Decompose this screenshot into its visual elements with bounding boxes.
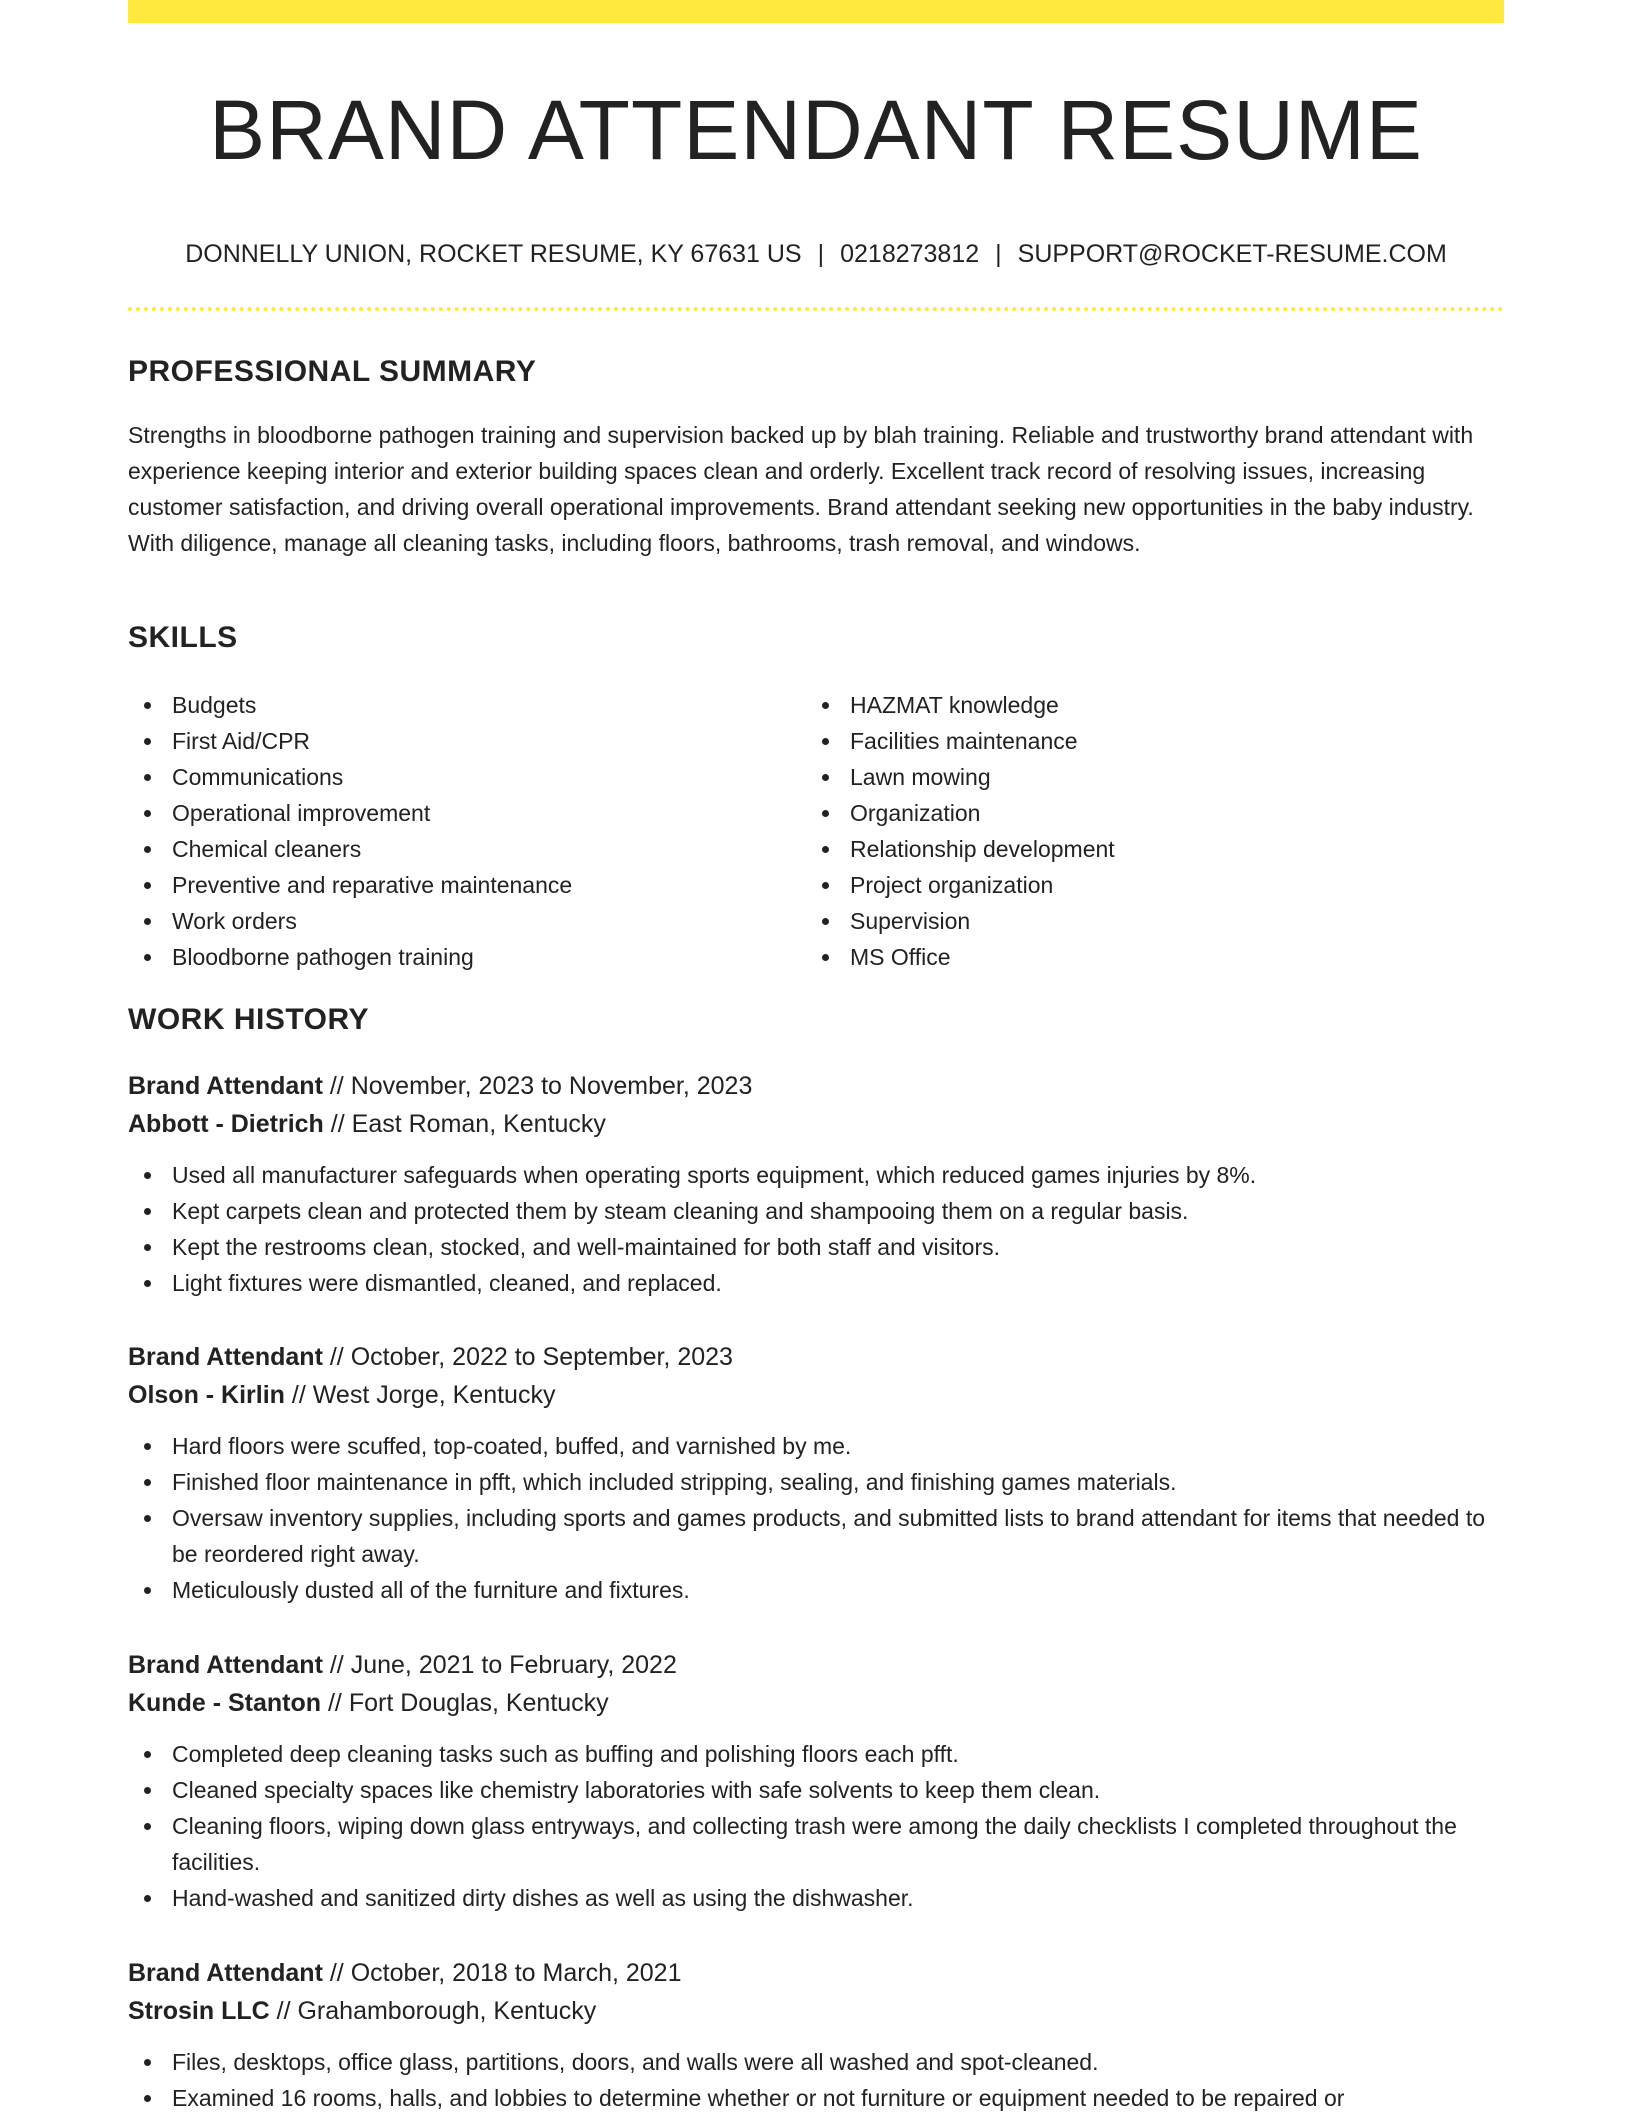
job-dates: November, 2023 to November, 2023 <box>350 1072 753 1100</box>
job-bullet: Oversaw inventory supplies, including sports and games products, and submitted lists to brand attendant for items that needed to be reordered right away. <box>128 1500 1504 1572</box>
job-bullet: Meticulously dusted all of the furniture and fixtures. <box>128 1572 1504 1608</box>
skill-item: Work orders <box>128 903 572 939</box>
job-bullet: Used all manufacturer safeguards when operating sports equipment, which reduced games injuries by 8%. <box>128 1157 1504 1193</box>
job-bullet: Hard floors were scuffed, top-coated, buffed, and varnished by me. <box>128 1428 1504 1464</box>
job-dates: October, 2018 to March, 2021 <box>350 1959 682 1987</box>
job-bullet: Cleaning floors, wiping down glass entryways, and collecting trash were among the daily checklists I completed throughout the facilities. <box>128 1808 1504 1880</box>
skill-item: First Aid/CPR <box>128 723 572 759</box>
job-title: Brand Attendant <box>128 1072 323 1100</box>
job-bullet: Hand-washed and sanitized dirty dishes as well as using the dishwasher. <box>128 1880 1504 1916</box>
job-bullet: Finished floor maintenance in pfft, which included stripping, sealing, and finishing games materials. <box>128 1464 1504 1500</box>
job-bullet: Light fixtures were dismantled, cleaned, and replaced. <box>128 1265 1504 1301</box>
job-company-line <box>128 1992 1504 2030</box>
skill-item: Organization <box>806 795 1115 831</box>
job-separator: // <box>329 1072 344 1100</box>
skill-item: Operational improvement <box>128 795 572 831</box>
job-entry <box>128 1954 1504 2112</box>
contact-email: SUPPORT@ROCKET-RESUME.COM <box>1017 240 1447 268</box>
job-title: Brand Attendant <box>128 1343 323 1371</box>
skill-item: Bloodborne pathogen training <box>128 939 572 975</box>
skill-item: HAZMAT knowledge <box>806 687 1115 723</box>
skill-item: Lawn mowing <box>806 759 1115 795</box>
skill-item: Preventive and reparative maintenance <box>128 867 572 903</box>
job-bullet: Kept carpets clean and protected them by steam cleaning and shampooing them on a regular basis. <box>128 1193 1504 1229</box>
job-company: Olson - Kirlin <box>128 1381 285 1409</box>
resume-title: BRAND ATTENDANT RESUME <box>209 83 1423 177</box>
job-separator: // <box>276 1997 291 2025</box>
skill-item: MS Office <box>806 939 1115 975</box>
job-title-line <box>128 1646 1504 1684</box>
job-location: West Jorge, Kentucky <box>312 1381 556 1409</box>
job-title-line <box>128 1954 1504 1992</box>
summary-text: Strengths in bloodborne pathogen training and supervision backed up by blah training. Reliable and trustworthy brand attendant with experience keeping interior and exterior building spaces clean and orderly. Excellent track record of resolving issues, increasing customer satisfaction, and driving overall operational improvements. Brand attendant seeking new opportunities in the baby industry. With diligence, manage all cleaning tasks, including floors, bathrooms, trash removal, and windows. <box>128 422 1474 556</box>
resume-page <box>128 0 1504 2112</box>
work-history-heading: WORK HISTORY <box>128 1003 370 1036</box>
skill-item: Budgets <box>128 687 572 723</box>
job-location: Grahamborough, Kentucky <box>297 1997 597 2025</box>
job-location: East Roman, Kentucky <box>351 1110 606 1138</box>
skill-item: Project organization <box>806 867 1115 903</box>
job-bullet: Completed deep cleaning tasks such as buffing and polishing floors each pfft. <box>128 1736 1504 1772</box>
dotted-divider <box>128 307 1504 311</box>
job-entry <box>128 1338 1504 1608</box>
job-bullet: Files, desktops, office glass, partitions, doors, and walls were all washed and spot-cleaned. <box>128 2044 1504 2080</box>
job-separator: // <box>329 1343 344 1371</box>
job-entry <box>128 1067 1504 1301</box>
job-separator: // <box>327 1689 342 1717</box>
job-bullets <box>128 1428 1504 1608</box>
job-location: Fort Douglas, Kentucky <box>348 1689 609 1717</box>
job-bullets <box>128 2044 1504 2112</box>
job-bullets <box>128 1157 1504 1301</box>
job-dates: October, 2022 to September, 2023 <box>350 1343 733 1371</box>
job-separator: // <box>329 1651 344 1679</box>
job-company: Abbott - Dietrich <box>128 1110 324 1138</box>
skill-item: Chemical cleaners <box>128 831 572 867</box>
skills-heading: SKILLS <box>128 621 238 654</box>
job-company-line <box>128 1105 1504 1143</box>
skill-item: Facilities maintenance <box>806 723 1115 759</box>
job-bullet: Examined 16 rooms, halls, and lobbies to determine whether or not furniture or equipment needed to be repaired or <box>128 2080 1504 2112</box>
job-bullet: Kept the restrooms clean, stocked, and well-maintained for both staff and visitors. <box>128 1229 1504 1265</box>
job-title: Brand Attendant <box>128 1651 323 1679</box>
contact-phone: 0218273812 <box>840 240 980 268</box>
summary-heading: PROFESSIONAL SUMMARY <box>128 355 537 388</box>
job-separator: // <box>329 1959 344 1987</box>
skill-item: Supervision <box>806 903 1115 939</box>
contact-separator: | <box>995 240 1002 268</box>
contact-line <box>128 236 1504 272</box>
job-bullets <box>128 1736 1504 1916</box>
skills-column-right <box>806 687 1115 975</box>
job-title: Brand Attendant <box>128 1959 323 1987</box>
contact-address: DONNELLY UNION, ROCKET RESUME, KY 67631 US <box>185 240 802 268</box>
contact-separator: | <box>817 240 825 268</box>
skills-column-left <box>128 687 572 975</box>
job-title-line <box>128 1067 1504 1105</box>
job-company-line <box>128 1376 1504 1414</box>
job-bullet: Cleaned specialty spaces like chemistry laboratories with safe solvents to keep them clean. <box>128 1772 1504 1808</box>
skill-item: Communications <box>128 759 572 795</box>
job-separator: // <box>330 1110 345 1138</box>
job-company-line <box>128 1684 1504 1722</box>
job-separator: // <box>291 1381 306 1409</box>
job-company: Strosin LLC <box>128 1997 270 2025</box>
job-company: Kunde - Stanton <box>128 1689 322 1717</box>
skill-item: Relationship development <box>806 831 1115 867</box>
top-accent-bar <box>128 0 1504 23</box>
job-title-line <box>128 1338 1504 1376</box>
job-entry <box>128 1646 1504 1916</box>
job-dates: June, 2021 to February, 2022 <box>350 1651 677 1679</box>
